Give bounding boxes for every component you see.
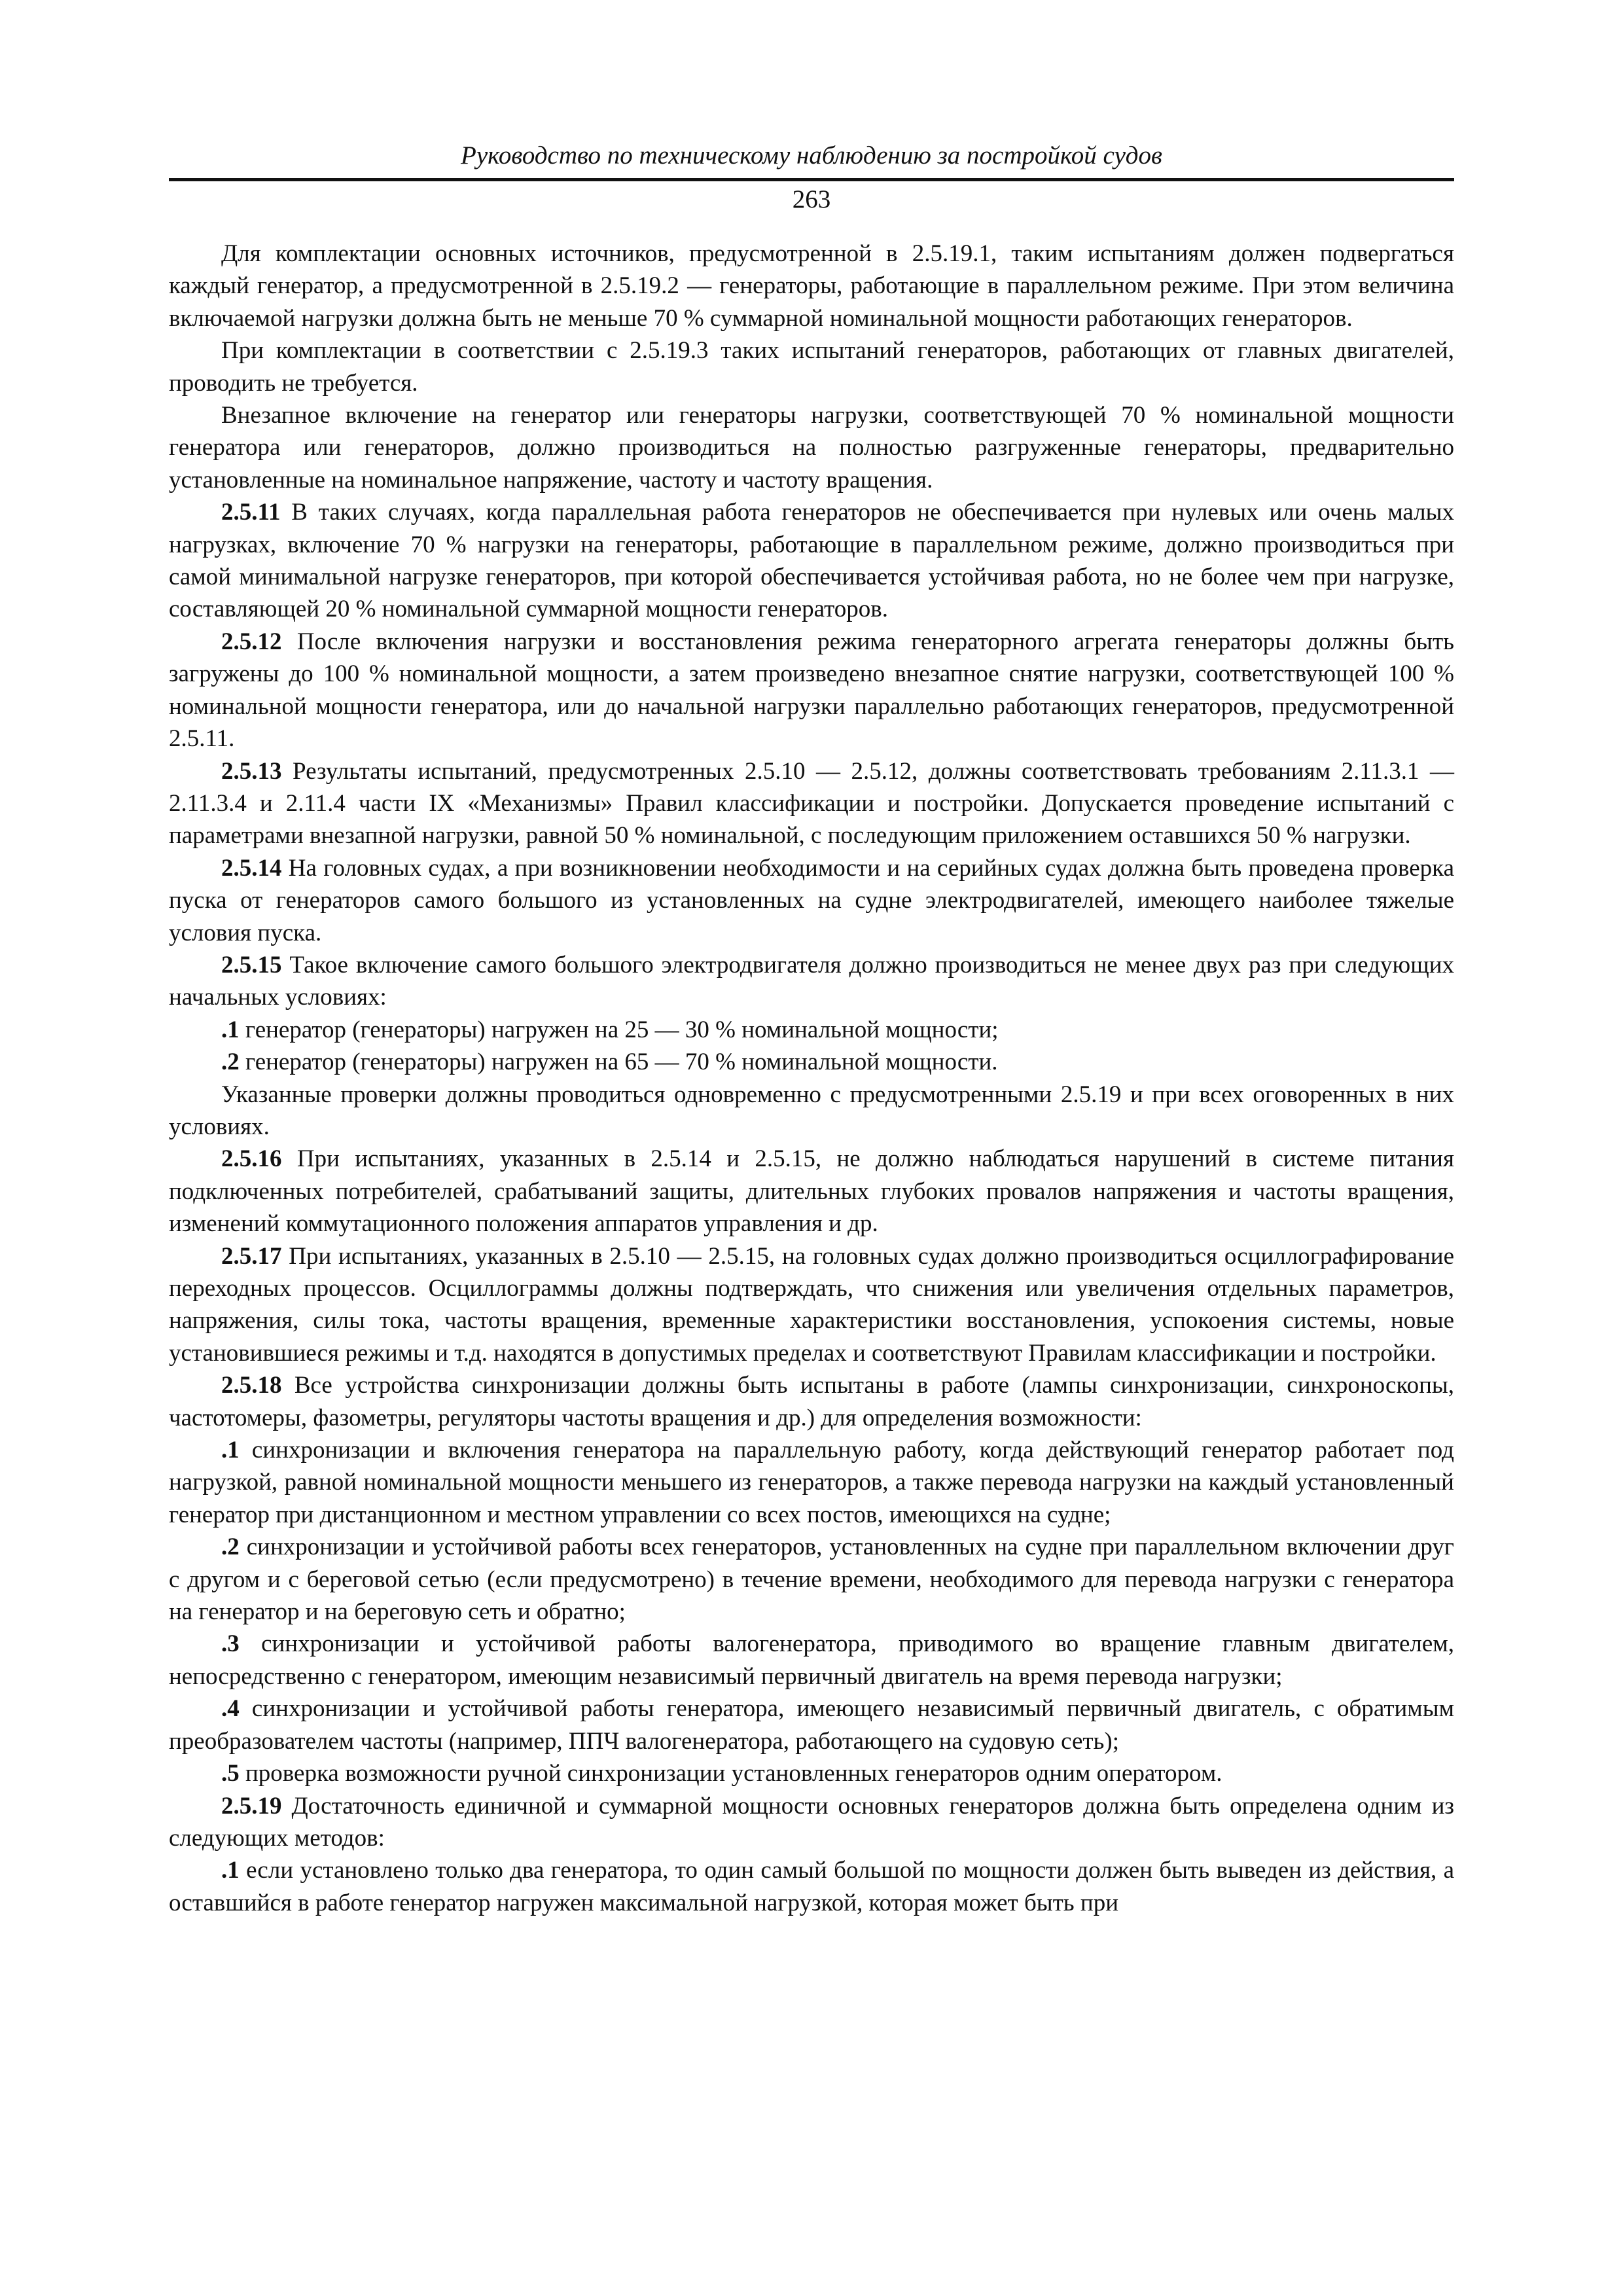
clause-number: 2.5.19 — [221, 1792, 282, 1820]
paragraph-text: Результаты испытаний, предусмотренных 2.5.10 — 2.5.12, должны соответствовать требованиям 2.11.3.1 — 2.11.3.4 и 2.11.4 части IX «Механизмы» Правил классификации и постройки. Допускается проведение испытаний с параметрами внезапной нагрузки, равной 50 % номинальной, с последующим приложением оставшихся 50 % нагрузки. — [169, 757, 1454, 850]
paragraph-text: Внезапное включение на генератор или генераторы нагрузки, соответствующей 70 % номинальной мощности генератора или генераторов, должно производиться на полностью разгруженные генераторы, предварительно установленные на номинальное напряжение, частоту и частоту вращения. — [169, 402, 1454, 493]
paragraph — [169, 852, 1454, 949]
document-page — [169, 139, 1454, 1919]
paragraph — [169, 399, 1454, 496]
item-text: синхронизации и включения генератора на параллельную работу, когда действующий генератор работает под нагрузкой, равной номинальной мощности меньшего из генераторов, а также перевода нагрузки на каждый установленный генератор при дистанционном и местном управлении со всех постов, имеющихся на судне; — [169, 1437, 1454, 1528]
paragraph — [169, 238, 1454, 334]
list-item — [169, 1693, 1454, 1757]
clause-number: 2.5.13 — [221, 757, 282, 785]
list-item — [169, 1628, 1454, 1693]
paragraph — [169, 1079, 1454, 1143]
item-text: синхронизации и устойчивой работы валогенератора, приводимого во вращение главным двигателем, непосредственно с генератором, имеющим независимый первичный двигатель на время перевода нагрузки; — [169, 1630, 1454, 1690]
paragraph — [169, 626, 1454, 755]
paragraph — [169, 334, 1454, 399]
list-item — [169, 1046, 1454, 1078]
paragraph-text: В таких случаях, когда параллельная работа генераторов не обеспечивается при нулевых или очень малых нагрузках, включение 70 % нагрузки на генераторы, работающие в параллельном режиме, должно производиться при самой минимальной нагрузке генераторов, при которой обеспечивается устойчивая работа, но не более чем при нагрузке, составляющей 20 % номинальной суммарной мощности генераторов. — [169, 499, 1454, 623]
item-text: проверка возможности ручной синхронизации установленных генераторов одним оператором. — [239, 1760, 1222, 1787]
clause-number: 2.5.16 — [221, 1145, 282, 1173]
item-text: синхронизации и устойчивой работы всех генераторов, установленных на судне при параллельном включении друг с другом и с береговой сетью (если предусмотрено) в течение времени, необходимого для перевода нагрузки с генератора на генератор и на береговую сеть и обратно; — [169, 1534, 1454, 1626]
clause-number: 2.5.14 — [221, 854, 282, 882]
paragraph-text: Достаточность единичной и суммарной мощности основных генераторов должна быть определена одним из следующих методов: — [169, 1792, 1454, 1852]
list-item — [169, 1854, 1454, 1919]
item-number: .2 — [221, 1049, 240, 1076]
paragraph — [169, 949, 1454, 1014]
clause-number: 2.5.12 — [221, 628, 282, 655]
paragraph-text: После включения нагрузки и восстановления режима генераторного агрегата генераторы должны быть загружены до 100 % номинальной мощности, а затем произведено внезапное снятие нагрузки, соответствующей 100 % номинальной мощности генератора, или до начальной нагрузки параллельно работающих генераторов, предусмотренной 2.5.11. — [169, 628, 1454, 753]
paragraph-text: При испытаниях, указанных в 2.5.10 — 2.5.15, на головных судах должно производиться осциллографирование переходных процессов. Осциллограммы должны подтверждать, что снижения или увеличения отдельных параметров, напряжения, силы тока, частоты вращения, временные характеристики восстановления, успокоения системы, новые установившиеся режимы и т.д. находятся в допустимых пределах и соответствуют Правилам классификации и постройки. — [169, 1242, 1454, 1367]
paragraph-text: При комплектации в соответствии с 2.5.19.3 таких испытаний генераторов, работающих от главных двигателей, проводить не требуется. — [169, 337, 1454, 397]
paragraph-text: Все устройства синхронизации должны быть испытаны в работе (лампы синхронизации, синхроноскопы, частотомеры, фазометры, регуляторы частоты вращения и др.) для определения возможности: — [169, 1372, 1454, 1431]
item-number: .1 — [221, 1016, 240, 1043]
paragraph — [169, 496, 1454, 626]
item-number: .1 — [221, 1857, 240, 1884]
clause-number: 2.5.11 — [221, 499, 281, 526]
list-item — [169, 1531, 1454, 1628]
item-text: если установлено только два генератора, то один самый большой по мощности должен быть выведен из действия, а оставшийся в работе генератор нагружен максимальной нагрузкой, которая может быть при — [169, 1857, 1454, 1916]
item-number: .5 — [221, 1760, 240, 1787]
list-item — [169, 1014, 1454, 1046]
item-text: генератор (генераторы) нагружен на 25 — 30 % номинальной мощности; — [239, 1016, 999, 1043]
list-item — [169, 1434, 1454, 1531]
item-text: генератор (генераторы) нагружен на 65 — 70 % номинальной мощности. — [239, 1049, 998, 1076]
item-number: .4 — [221, 1695, 240, 1723]
item-number: .1 — [221, 1437, 240, 1464]
paragraph — [169, 755, 1454, 852]
paragraph-text: При испытаниях, указанных в 2.5.14 и 2.5.15, не должно наблюдаться нарушений в системе питания подключенных потребителей, срабатываний защиты, длительных глубоких провалов напряжения и частоты вращения, изменений коммутационного положения аппаратов управления и др. — [169, 1145, 1454, 1238]
clause-number: 2.5.15 — [221, 951, 282, 978]
page-number: 263 — [792, 185, 831, 213]
paragraph — [169, 1240, 1454, 1370]
paragraph — [169, 1790, 1454, 1855]
clause-number: 2.5.18 — [221, 1372, 282, 1399]
item-text: синхронизации и устойчивой работы генератора, имеющего независимый первичный двигатель, с обратимым преобразователем частоты (например, ППЧ валогенератора, работающего на судовую сеть); — [169, 1695, 1454, 1755]
list-item — [169, 1757, 1454, 1789]
paragraph — [169, 1143, 1454, 1240]
paragraph-text: Такое включение самого большого электродвигателя должно производиться не менее двух раз при следующих начальных условиях: — [169, 951, 1454, 1011]
document-body — [169, 238, 1454, 1919]
paragraph-text: На головных судах, а при возникновении необходимости и на серийных судах должна быть проведена проверка пуска от генераторов самого большого из установленных на судне электродвигателей, имеющего наиболее тяжелые условия пуска. — [169, 854, 1454, 946]
paragraph-text: Для комплектации основных источников, предусмотренной в 2.5.19.1, таким испытаниям должен подвергаться каждый генератор, а предусмотренной в 2.5.19.2 — генераторы, работающие в параллельном режиме. При этом величина включаемой нагрузки должна быть не меньше 70 % суммарной номинальной мощности работающих генераторов. — [169, 240, 1454, 332]
running-header: Руководство по техническому наблюдению за постройкой судов — [169, 139, 1454, 181]
item-number: .3 — [221, 1630, 240, 1658]
item-number: .2 — [221, 1534, 240, 1561]
paragraph-text: Указанные проверки должны проводиться одновременно с предусмотренными 2.5.19 и при всех оговоренных в них условиях. — [169, 1081, 1454, 1140]
clause-number: 2.5.17 — [221, 1242, 282, 1270]
paragraph — [169, 1369, 1454, 1434]
